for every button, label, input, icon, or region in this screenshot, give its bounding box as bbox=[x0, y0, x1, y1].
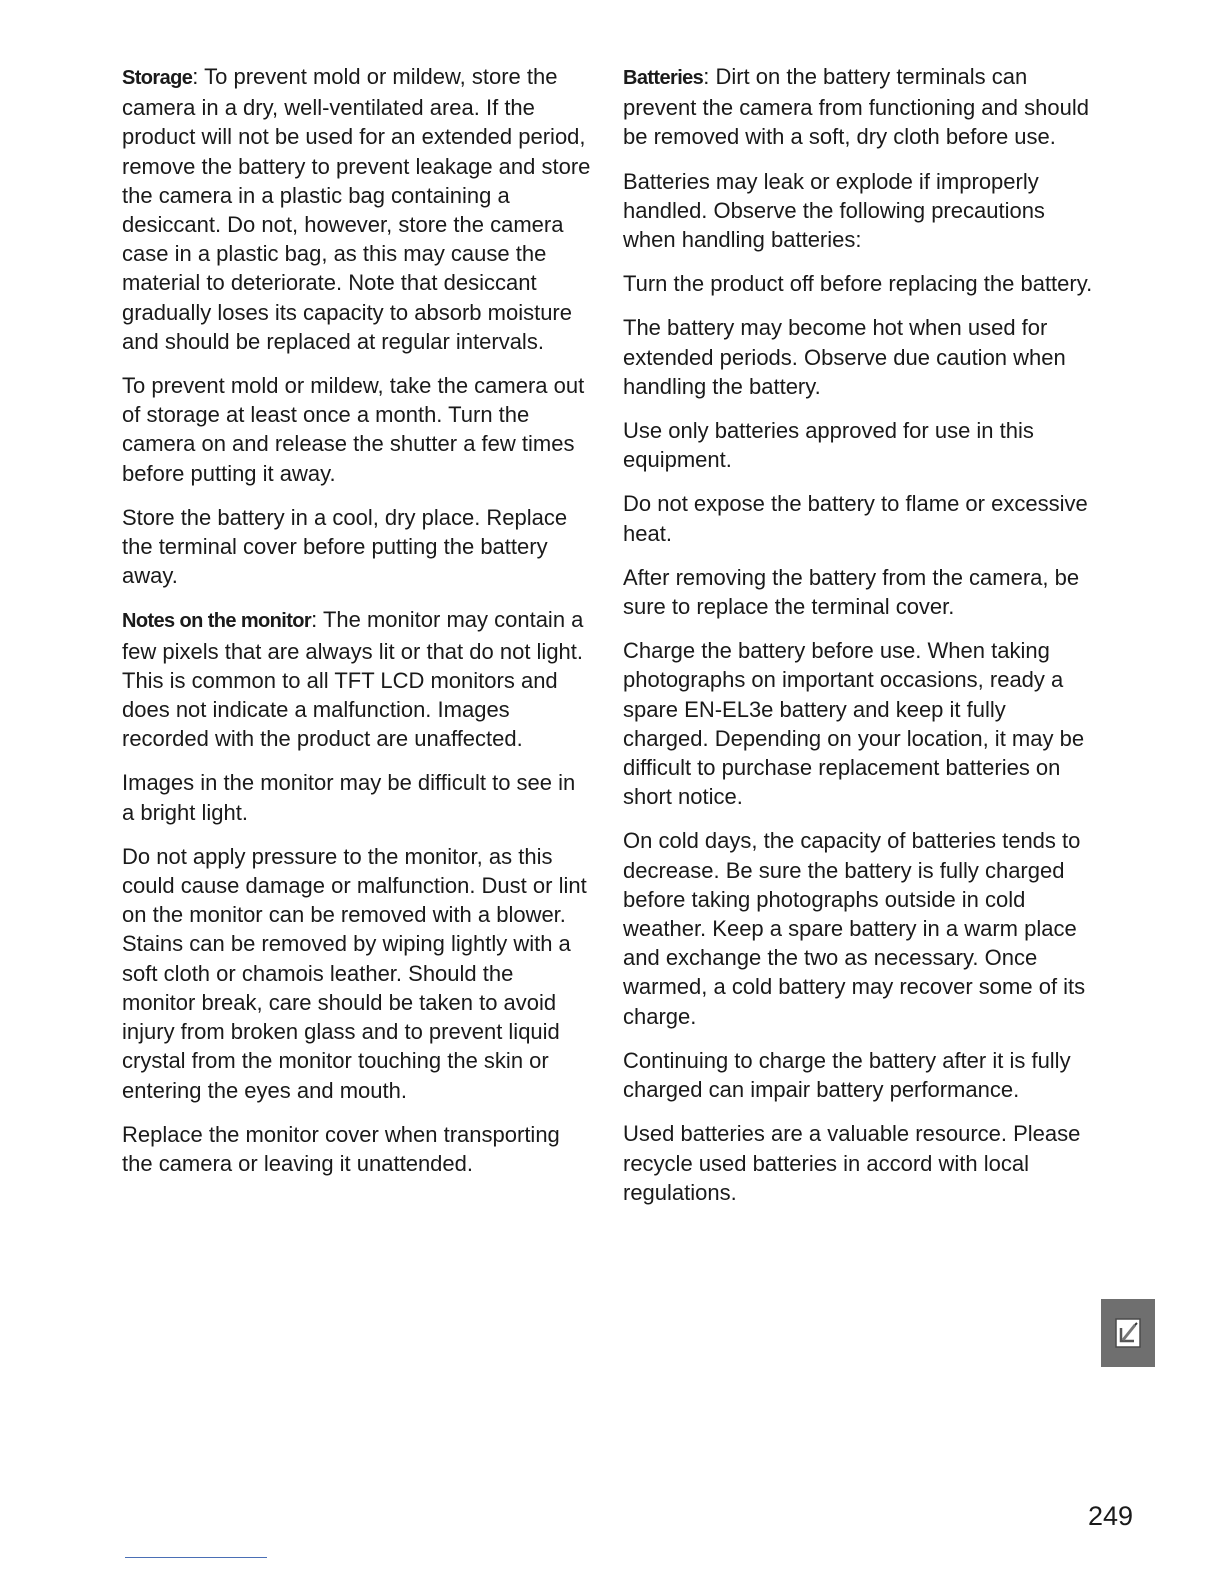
paragraph: Use only batteries approved for use in this equipment. bbox=[623, 418, 1034, 473]
paragraph: Batteries may leak or explode if improperly handled. Observe the following precautions when handling batteries: bbox=[623, 168, 1045, 253]
lead-notes-on-monitor: Notes on the monitor bbox=[122, 610, 312, 633]
paragraph: The battery may become hot when used for extended periods. Observe due caution when handling the battery. bbox=[623, 315, 1066, 399]
paragraph: Do not expose the battery to flame or excessive heat. bbox=[623, 491, 1088, 546]
paragraph: Replace the monitor cover when transporting the camera or leaving it unattended. bbox=[122, 1121, 560, 1176]
paragraph: Images in the monitor may be difficult to see in a bright light. bbox=[122, 770, 576, 825]
paragraph-storage: Storage: To prevent mold or mildew, store the camera in a dry, well-ventilated area. If the product will not be used for an extended period, remove the battery to prevent leakage and store the camera in a plastic bag containing a desiccant. Do not, however, store the camera case in a plastic bag, as this may cause the material to deteriorate. Note that desiccant gradually loses its capacity to absorb moisture and should be replaced at regular intervals. bbox=[122, 64, 591, 354]
footer-rule bbox=[125, 1557, 267, 1558]
paragraph: Continuing to charge the battery after it is fully charged can impair battery performance. bbox=[623, 1047, 1071, 1103]
paragraph: Charge the battery before use. When taking photographs on important occasions, ready a spare EN-EL3e battery and keep it fully charged. Depending on your location, it may be difficult to purchase replacement batteries on short notice. bbox=[623, 638, 1085, 810]
lead-storage: Storage bbox=[122, 67, 193, 89]
paragraph-text: Dirt on the battery terminals can prevent the camera from functioning and should be removed with a soft, dry cloth before use. bbox=[623, 64, 1089, 150]
paragraph: Do not apply pressure to the monitor, as this could cause damage or malfunction. Dust or lint on the monitor can be removed with a blower. Stains can be removed by wiping lightly with a soft cloth or chamois leather. Should the monitor break, care should be taken to avoid injury from broken glass and to prevent liquid crystal from the monitor touching the skin or entering the eyes and mouth. bbox=[122, 843, 587, 1103]
page-number: 249 bbox=[1088, 1501, 1134, 1531]
paragraph: Used batteries are a valuable resource. Please recycle used batteries in accord with local regulations. bbox=[623, 1121, 1081, 1205]
paragraph-text: The monitor may contain a few pixels that are always lit or that do not light. This is common to all TFT LCD monitors and does not indicate a malfunction. Images recorded with the product are unaffected. bbox=[122, 607, 584, 752]
paragraph: Turn the product off before replacing the battery. bbox=[623, 271, 1093, 297]
paragraph: To prevent mold or mildew, take the camera out of storage at least once a month. Turn the camera on and release the shutter a few times before putting it away. bbox=[122, 373, 585, 486]
technical-notes-icon bbox=[1113, 1316, 1143, 1350]
paragraph-batteries: Batteries: Dirt on the battery terminals can prevent the camera from functioning and should be removed with a soft, dry cloth before use. bbox=[623, 64, 1089, 150]
paragraph-notes-on-monitor: Notes on the monitor: The monitor may contain a few pixels that are always lit or that do not light. This is common to all TFT LCD monitors and does not indicate a malfunction. Images recorded with the product are unaffected. bbox=[122, 607, 584, 752]
section-tab[interactable] bbox=[1101, 1299, 1155, 1367]
paragraph: Store the battery in a cool, dry place. Replace the terminal cover before putting the battery away. bbox=[122, 504, 568, 589]
paragraph-text: To prevent mold or mildew, store the camera in a dry, well-ventilated area. If the product will not be used for an extended period, remove the battery to prevent leakage and store the camera in a plastic bag containing a desiccant. Do not, however, store the camera case in a plastic bag, as this may cause the material to deteriorate. Note that desiccant gradually loses its capacity to absorb moisture and should be replaced at regular intervals. bbox=[122, 64, 591, 354]
paragraph: On cold days, the capacity of batteries tends to decrease. Be sure the battery is fully charged before taking photographs outside in cold weather. Keep a spare battery in a warm place and exchange the two as necessary. Once warmed, a cold battery may recover some of its charge. bbox=[623, 828, 1086, 1029]
right-column bbox=[623, 62, 1093, 1222]
paragraph: After removing the battery from the camera, be sure to replace the terminal cover. bbox=[623, 564, 1080, 620]
lead-batteries: Batteries bbox=[623, 67, 704, 89]
left-column bbox=[122, 62, 592, 1193]
